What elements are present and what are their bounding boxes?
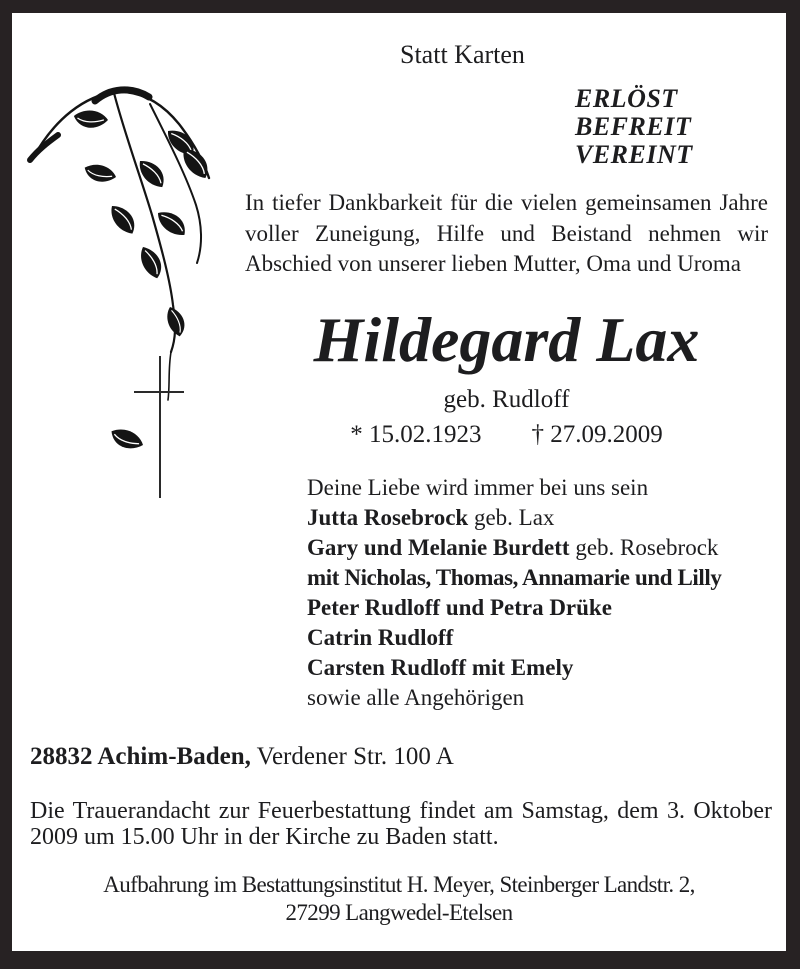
repose-block — [12, 871, 786, 927]
repose-line-1: Aufbahrung im Bestattungsinstitut H. Meyer, Steinberger Landstr. 2, — [103, 872, 695, 897]
address-street: Verdener Str. 100 A — [250, 743, 454, 770]
mourner-name: Peter Rudloff und Petra Drüke — [307, 595, 612, 620]
statt-karten-label: Statt Karten — [400, 40, 525, 69]
motto-line-3: VEREINT — [575, 140, 693, 169]
mourner-row — [307, 503, 782, 533]
intro-paragraph: In tiefer Dankbarkeit für die vielen gemeinsamen Jahre voller Zuneigung, Hilfe und Beistand nehmen wir Abschied von unserer lieben Mutter, Oma und Uroma — [245, 190, 768, 276]
cross-icon — [134, 356, 184, 498]
death-date: † 27.09.2009 — [531, 421, 663, 448]
mourner-row — [307, 593, 782, 623]
repose-line-2: 27299 Langwedel-Etelsen — [285, 900, 513, 925]
mourner-suffix: geb. Rosebrock — [569, 535, 719, 560]
maiden-name: geb. Rudloff — [443, 386, 570, 413]
service-paragraph: Die Trauerandacht zur Feuerbestattung findet am Samstag, dem 3. Oktober 2009 um 15.00 Uhr in der Kirche zu Baden statt. — [30, 798, 772, 850]
branch-leaves — [72, 106, 213, 455]
mourner-suffix: geb. Lax — [468, 505, 555, 530]
motto-block — [575, 85, 693, 169]
address-city: 28832 Achim-Baden, — [30, 743, 251, 770]
mourner-row — [307, 653, 782, 683]
deceased-name: Hildegard Lax — [313, 304, 700, 375]
life-dates — [245, 421, 768, 449]
mourner-name: Catrin Rudloff — [307, 625, 454, 650]
mourner-name: mit Nicholas, Thomas, Annamarie und Lilly — [307, 565, 722, 590]
mourners-list — [307, 473, 782, 713]
closing-line: sowie alle Angehörigen — [307, 685, 525, 710]
tribute-line: Deine Liebe wird immer bei uns sein — [307, 475, 649, 500]
motto-line-1: ERLÖST — [575, 84, 678, 113]
mourner-row — [307, 623, 782, 653]
birth-date: * 15.02.1923 — [350, 421, 482, 448]
mourner-name: Carsten Rudloff mit Emely — [307, 655, 574, 680]
address-line — [30, 743, 454, 771]
mourner-row — [307, 563, 782, 593]
mourner-name: Gary und Melanie Burdett — [307, 535, 570, 560]
mourner-name: Jutta Rosebrock — [307, 505, 469, 530]
branch-leaves-illustration — [25, 70, 250, 510]
obituary-sheet — [12, 13, 786, 951]
motto-line-2: BEFREIT — [575, 112, 692, 141]
mourner-row — [307, 533, 782, 563]
